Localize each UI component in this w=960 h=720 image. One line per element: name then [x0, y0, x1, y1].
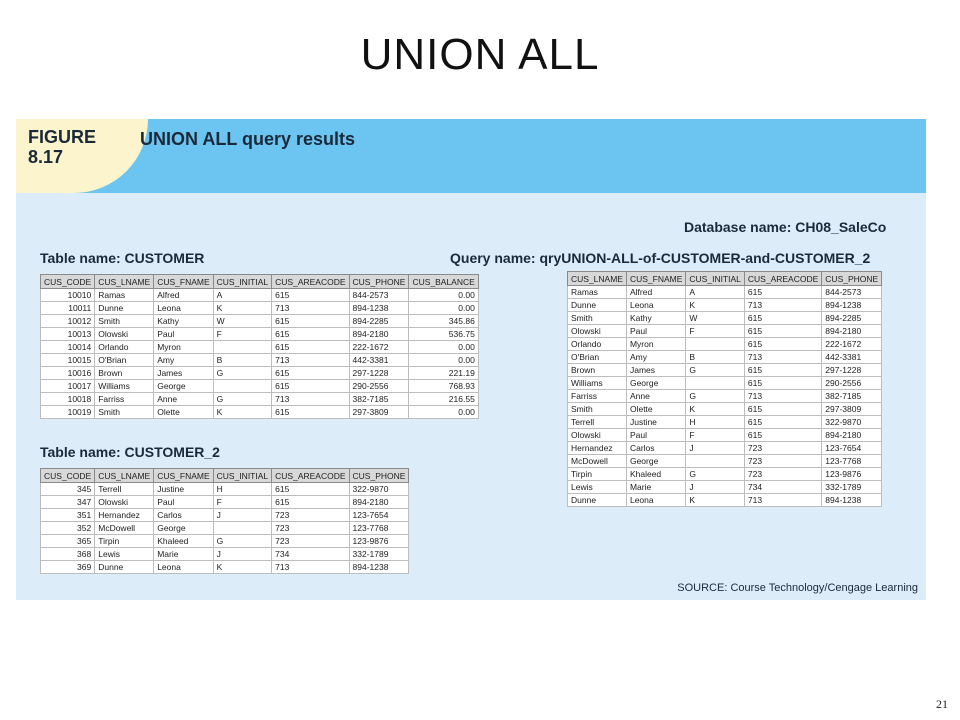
- table-cell[interactable]: Orlando: [568, 338, 627, 351]
- table-cell[interactable]: 10013: [41, 328, 95, 341]
- table-row[interactable]: [568, 286, 882, 299]
- table-cell[interactable]: K: [213, 406, 272, 419]
- table-cell[interactable]: [686, 338, 745, 351]
- slide-title: UNION ALL: [360, 30, 600, 79]
- figure-label-line1: FIGURE: [28, 127, 97, 147]
- table-cell[interactable]: 615: [272, 289, 349, 302]
- table-cell[interactable]: Smith: [568, 312, 627, 325]
- table-row[interactable]: [41, 535, 409, 548]
- table-cell[interactable]: 297-1228: [822, 364, 882, 377]
- table-cell[interactable]: 123-9876: [349, 535, 409, 548]
- table-cell[interactable]: James: [626, 364, 685, 377]
- table-cell[interactable]: Hernandez: [95, 509, 154, 522]
- table-cell[interactable]: Olowski: [568, 325, 627, 338]
- table-cell[interactable]: 723: [272, 535, 349, 548]
- table-cell[interactable]: 322-9870: [822, 416, 882, 429]
- table-cell[interactable]: [213, 341, 272, 354]
- table-row[interactable]: [41, 393, 479, 406]
- table-cell[interactable]: 10011: [41, 302, 95, 315]
- table-cell[interactable]: Ramas: [95, 289, 154, 302]
- table-cell[interactable]: Carlos: [154, 509, 213, 522]
- figure-title: UNION ALL query results: [140, 129, 356, 149]
- table-cell[interactable]: 615: [272, 367, 349, 380]
- table-cell[interactable]: Olowski: [95, 496, 154, 509]
- table-cell[interactable]: [686, 377, 745, 390]
- table-cell[interactable]: G: [686, 364, 745, 377]
- table-cell[interactable]: 222-1672: [822, 338, 882, 351]
- table-cell[interactable]: 0.00: [409, 341, 478, 354]
- table-cell[interactable]: Lewis: [95, 548, 154, 561]
- table-cell[interactable]: 10018: [41, 393, 95, 406]
- table-cell[interactable]: 844-2573: [349, 289, 409, 302]
- table-cell[interactable]: Terrell: [95, 483, 154, 496]
- query-name-label: Query name: qryUNION-ALL-of-CUSTOMER-and-CUSTOMER_2: [450, 250, 871, 266]
- column-header[interactable]: CUS_INITIAL: [213, 275, 272, 289]
- column-header[interactable]: CUS_LNAME: [95, 275, 154, 289]
- table-cell[interactable]: [213, 522, 272, 535]
- table-cell[interactable]: Williams: [95, 380, 154, 393]
- table-cell[interactable]: Carlos: [626, 442, 685, 455]
- table-cell[interactable]: 442-3381: [349, 354, 409, 367]
- table-cell[interactable]: 222-1672: [349, 341, 409, 354]
- column-header[interactable]: CUS_AREACODE: [272, 469, 349, 483]
- table-cell[interactable]: George: [626, 377, 685, 390]
- table-cell[interactable]: 894-2180: [822, 325, 882, 338]
- table-cell[interactable]: 536.75: [409, 328, 478, 341]
- table-row[interactable]: [568, 377, 882, 390]
- table-cell[interactable]: J: [213, 509, 272, 522]
- table-cell[interactable]: 615: [272, 380, 349, 393]
- table-cell[interactable]: Lewis: [568, 481, 627, 494]
- table-cell[interactable]: Paul: [154, 496, 213, 509]
- table-cell[interactable]: 844-2573: [822, 286, 882, 299]
- table-cell[interactable]: F: [213, 496, 272, 509]
- table-cell[interactable]: [213, 380, 272, 393]
- table-row[interactable]: [41, 380, 479, 393]
- table-cell[interactable]: 615: [744, 286, 821, 299]
- table-cell[interactable]: Olette: [626, 403, 685, 416]
- table-row[interactable]: [41, 341, 479, 354]
- table-cell[interactable]: McDowell: [568, 455, 627, 468]
- table-cell[interactable]: Anne: [626, 390, 685, 403]
- table-cell[interactable]: 615: [744, 416, 821, 429]
- table-cell[interactable]: 365: [41, 535, 95, 548]
- figure-header: [16, 119, 926, 193]
- table-cell[interactable]: 10015: [41, 354, 95, 367]
- table-row[interactable]: [41, 509, 409, 522]
- table-cell[interactable]: 723: [744, 455, 821, 468]
- table-cell[interactable]: 297-3809: [349, 406, 409, 419]
- table-row[interactable]: [41, 315, 479, 328]
- figure-label-line2: 8.17: [28, 147, 64, 167]
- table-cell[interactable]: 352: [41, 522, 95, 535]
- table-cell[interactable]: Williams: [568, 377, 627, 390]
- table-cell[interactable]: Olette: [154, 406, 213, 419]
- table-cell[interactable]: 615: [744, 338, 821, 351]
- table-cell[interactable]: 332-1789: [349, 548, 409, 561]
- table-cell[interactable]: 0.00: [409, 302, 478, 315]
- table-cell[interactable]: A: [686, 286, 745, 299]
- column-header[interactable]: CUS_LNAME: [95, 469, 154, 483]
- table-row[interactable]: [41, 328, 479, 341]
- table-row[interactable]: [568, 442, 882, 455]
- table-cell[interactable]: Farriss: [95, 393, 154, 406]
- table-cell[interactable]: 382-7185: [349, 393, 409, 406]
- table-row[interactable]: [41, 289, 479, 302]
- table-cell[interactable]: A: [213, 289, 272, 302]
- table-cell[interactable]: K: [213, 302, 272, 315]
- table-cell[interactable]: H: [686, 416, 745, 429]
- table-cell[interactable]: 894-1238: [822, 299, 882, 312]
- table-cell[interactable]: 713: [744, 351, 821, 364]
- table-cell[interactable]: 297-1228: [349, 367, 409, 380]
- table-cell[interactable]: Tirpin: [568, 468, 627, 481]
- table-cell[interactable]: 894-2180: [349, 496, 409, 509]
- table-cell[interactable]: F: [686, 429, 745, 442]
- table-cell[interactable]: 123-7768: [349, 522, 409, 535]
- column-header[interactable]: CUS_CODE: [41, 275, 95, 289]
- customer-table-label: Table name: CUSTOMER: [40, 250, 205, 266]
- table-row[interactable]: [568, 390, 882, 403]
- table-cell[interactable]: 894-1238: [822, 494, 882, 507]
- table-cell[interactable]: 290-2556: [822, 377, 882, 390]
- table-cell[interactable]: 615: [272, 496, 349, 509]
- table-cell[interactable]: 734: [272, 548, 349, 561]
- table-cell[interactable]: 297-3809: [822, 403, 882, 416]
- table-cell[interactable]: Leona: [626, 299, 685, 312]
- table-cell[interactable]: 0.00: [409, 406, 478, 419]
- table-cell[interactable]: 442-3381: [822, 351, 882, 364]
- table-cell[interactable]: B: [213, 354, 272, 367]
- table-cell[interactable]: Paul: [154, 328, 213, 341]
- table-cell[interactable]: 369: [41, 561, 95, 574]
- table-cell[interactable]: 123-7654: [822, 442, 882, 455]
- column-header[interactable]: CUS_PHONE: [349, 469, 409, 483]
- table-cell[interactable]: 713: [744, 494, 821, 507]
- table-cell[interactable]: Justine: [154, 483, 213, 496]
- table-cell[interactable]: 123-7654: [349, 509, 409, 522]
- table-cell[interactable]: Paul: [626, 429, 685, 442]
- table-row[interactable]: [41, 483, 409, 496]
- table-cell[interactable]: Leona: [626, 494, 685, 507]
- table-cell[interactable]: 713: [744, 390, 821, 403]
- column-header[interactable]: CUS_PHONE: [822, 272, 882, 286]
- table-cell[interactable]: Orlando: [95, 341, 154, 354]
- table-cell[interactable]: 221.19: [409, 367, 478, 380]
- table-cell[interactable]: Tirpin: [95, 535, 154, 548]
- table-cell[interactable]: H: [213, 483, 272, 496]
- table-cell[interactable]: Justine: [626, 416, 685, 429]
- table-cell[interactable]: W: [686, 312, 745, 325]
- table-row[interactable]: [568, 455, 882, 468]
- table-cell[interactable]: 894-2285: [349, 315, 409, 328]
- figure-panel: [16, 119, 926, 600]
- figure-tab: [16, 119, 148, 193]
- query-result-table: [567, 271, 882, 507]
- table-cell[interactable]: 768.93: [409, 380, 478, 393]
- table-row[interactable]: [568, 325, 882, 338]
- table-cell[interactable]: Marie: [626, 481, 685, 494]
- table-cell[interactable]: 713: [272, 354, 349, 367]
- table-cell[interactable]: 615: [272, 315, 349, 328]
- table-cell[interactable]: Dunne: [568, 494, 627, 507]
- table-cell[interactable]: Kathy: [154, 315, 213, 328]
- table-cell[interactable]: G: [213, 393, 272, 406]
- table-cell[interactable]: 345: [41, 483, 95, 496]
- source-credit: SOURCE: Course Technology/Cengage Learning: [677, 582, 918, 594]
- table-cell[interactable]: 345.86: [409, 315, 478, 328]
- table-cell[interactable]: 615: [272, 328, 349, 341]
- table-row[interactable]: [41, 561, 409, 574]
- table-cell[interactable]: G: [686, 390, 745, 403]
- customer-table: [40, 274, 479, 419]
- table-cell[interactable]: Paul: [626, 325, 685, 338]
- column-header[interactable]: CUS_AREACODE: [744, 272, 821, 286]
- table-cell[interactable]: McDowell: [95, 522, 154, 535]
- table-cell[interactable]: Terrell: [568, 416, 627, 429]
- page-number: 21: [936, 697, 948, 711]
- column-header[interactable]: CUS_INITIAL: [686, 272, 745, 286]
- table-cell[interactable]: 615: [744, 364, 821, 377]
- table-cell[interactable]: Brown: [568, 364, 627, 377]
- table-cell[interactable]: 615: [272, 483, 349, 496]
- table-row[interactable]: [41, 548, 409, 561]
- table-row[interactable]: [41, 302, 479, 315]
- table-row[interactable]: [41, 496, 409, 509]
- table-cell[interactable]: 615: [272, 341, 349, 354]
- table-cell[interactable]: 713: [744, 299, 821, 312]
- table-cell[interactable]: Khaleed: [154, 535, 213, 548]
- table-cell[interactable]: K: [686, 494, 745, 507]
- table-cell[interactable]: 290-2556: [349, 380, 409, 393]
- table-row[interactable]: [41, 367, 479, 380]
- table-row[interactable]: [41, 522, 409, 535]
- table-cell[interactable]: J: [686, 442, 745, 455]
- table-cell[interactable]: Kathy: [626, 312, 685, 325]
- column-header[interactable]: CUS_INITIAL: [213, 469, 272, 483]
- table-cell[interactable]: Smith: [95, 315, 154, 328]
- customer-2-table-label: Table name: CUSTOMER_2: [40, 444, 220, 460]
- table-cell[interactable]: 615: [744, 325, 821, 338]
- table-row[interactable]: [568, 429, 882, 442]
- table-cell[interactable]: 10017: [41, 380, 95, 393]
- table-cell[interactable]: O'Brian: [95, 354, 154, 367]
- table-cell[interactable]: J: [213, 548, 272, 561]
- table-cell[interactable]: Amy: [626, 351, 685, 364]
- table-cell[interactable]: Hernandez: [568, 442, 627, 455]
- table-cell[interactable]: 894-2180: [349, 328, 409, 341]
- table-cell[interactable]: 322-9870: [349, 483, 409, 496]
- table-cell[interactable]: Dunne: [95, 561, 154, 574]
- table-row[interactable]: [41, 406, 479, 419]
- table-cell[interactable]: 713: [272, 393, 349, 406]
- table-cell[interactable]: 332-1789: [822, 481, 882, 494]
- figure-label: [28, 127, 96, 167]
- column-header[interactable]: CUS_AREACODE: [272, 275, 349, 289]
- table-row[interactable]: [568, 481, 882, 494]
- table-cell[interactable]: 0.00: [409, 354, 478, 367]
- table-row[interactable]: [568, 416, 882, 429]
- table-cell[interactable]: 347: [41, 496, 95, 509]
- table-cell[interactable]: Brown: [95, 367, 154, 380]
- table-cell[interactable]: 382-7185: [822, 390, 882, 403]
- table-cell[interactable]: 216.55: [409, 393, 478, 406]
- table-cell[interactable]: 10012: [41, 315, 95, 328]
- table-cell[interactable]: Myron: [626, 338, 685, 351]
- table-row[interactable]: [568, 364, 882, 377]
- table-row[interactable]: [568, 312, 882, 325]
- table-row[interactable]: [568, 338, 882, 351]
- table-cell[interactable]: Smith: [95, 406, 154, 419]
- table-cell[interactable]: Leona: [154, 302, 213, 315]
- column-header[interactable]: CUS_LNAME: [568, 272, 627, 286]
- table-cell[interactable]: 351: [41, 509, 95, 522]
- table-cell[interactable]: Khaleed: [626, 468, 685, 481]
- table-cell[interactable]: Alfred: [626, 286, 685, 299]
- table-row[interactable]: [41, 354, 479, 367]
- table-cell[interactable]: George: [154, 522, 213, 535]
- table-cell[interactable]: 723: [272, 509, 349, 522]
- table-cell[interactable]: Ramas: [568, 286, 627, 299]
- table-row[interactable]: [568, 351, 882, 364]
- table-cell[interactable]: B: [686, 351, 745, 364]
- table-cell[interactable]: 615: [744, 403, 821, 416]
- table-row[interactable]: [568, 468, 882, 481]
- table-cell[interactable]: 10014: [41, 341, 95, 354]
- database-name: Database name: CH08_SaleCo: [684, 219, 887, 235]
- table-cell[interactable]: 723: [744, 442, 821, 455]
- table-cell[interactable]: K: [686, 403, 745, 416]
- table-cell[interactable]: 123-7768: [822, 455, 882, 468]
- table-cell[interactable]: 615: [744, 429, 821, 442]
- table-cell[interactable]: 0.00: [409, 289, 478, 302]
- table-cell[interactable]: 723: [272, 522, 349, 535]
- column-header[interactable]: CUS_BALANCE: [409, 275, 478, 289]
- table-cell[interactable]: Anne: [154, 393, 213, 406]
- table-cell[interactable]: G: [686, 468, 745, 481]
- table-cell[interactable]: George: [154, 380, 213, 393]
- column-header[interactable]: CUS_CODE: [41, 469, 95, 483]
- table-cell[interactable]: Marie: [154, 548, 213, 561]
- table-cell[interactable]: Smith: [568, 403, 627, 416]
- customer-2-table: [40, 468, 409, 574]
- table-cell[interactable]: Amy: [154, 354, 213, 367]
- table-cell[interactable]: 723: [744, 468, 821, 481]
- table-cell[interactable]: G: [213, 367, 272, 380]
- table-cell[interactable]: George: [626, 455, 685, 468]
- column-header[interactable]: CUS_FNAME: [626, 272, 685, 286]
- table-cell[interactable]: Olowski: [568, 429, 627, 442]
- table-cell[interactable]: J: [686, 481, 745, 494]
- table-cell[interactable]: Alfred: [154, 289, 213, 302]
- table-cell[interactable]: W: [213, 315, 272, 328]
- table-cell[interactable]: 615: [272, 406, 349, 419]
- table-cell[interactable]: James: [154, 367, 213, 380]
- table-cell[interactable]: F: [686, 325, 745, 338]
- table-cell[interactable]: Olowski: [95, 328, 154, 341]
- table-cell[interactable]: K: [213, 561, 272, 574]
- table-cell[interactable]: 368: [41, 548, 95, 561]
- table-cell[interactable]: K: [686, 299, 745, 312]
- table-cell[interactable]: Farriss: [568, 390, 627, 403]
- table-cell[interactable]: Dunne: [568, 299, 627, 312]
- table-cell[interactable]: 10016: [41, 367, 95, 380]
- column-header[interactable]: CUS_PHONE: [349, 275, 409, 289]
- table-cell[interactable]: 734: [744, 481, 821, 494]
- table-cell[interactable]: Dunne: [95, 302, 154, 315]
- table-cell[interactable]: [686, 455, 745, 468]
- table-row[interactable]: [568, 494, 882, 507]
- table-cell[interactable]: 894-1238: [349, 302, 409, 315]
- table-cell[interactable]: F: [213, 328, 272, 341]
- table-cell[interactable]: 713: [272, 561, 349, 574]
- table-cell[interactable]: 123-9876: [822, 468, 882, 481]
- table-row[interactable]: [568, 299, 882, 312]
- table-cell[interactable]: 713: [272, 302, 349, 315]
- table-cell[interactable]: 10010: [41, 289, 95, 302]
- table-cell[interactable]: 10019: [41, 406, 95, 419]
- table-cell[interactable]: Leona: [154, 561, 213, 574]
- table-cell[interactable]: G: [213, 535, 272, 548]
- column-header[interactable]: CUS_FNAME: [154, 469, 213, 483]
- table-row[interactable]: [568, 403, 882, 416]
- table-cell[interactable]: Myron: [154, 341, 213, 354]
- table-cell[interactable]: 894-2180: [822, 429, 882, 442]
- table-cell[interactable]: 894-1238: [349, 561, 409, 574]
- table-cell[interactable]: 894-2285: [822, 312, 882, 325]
- table-cell[interactable]: O'Brian: [568, 351, 627, 364]
- table-cell[interactable]: 615: [744, 312, 821, 325]
- table-cell[interactable]: 615: [744, 377, 821, 390]
- column-header[interactable]: CUS_FNAME: [154, 275, 213, 289]
